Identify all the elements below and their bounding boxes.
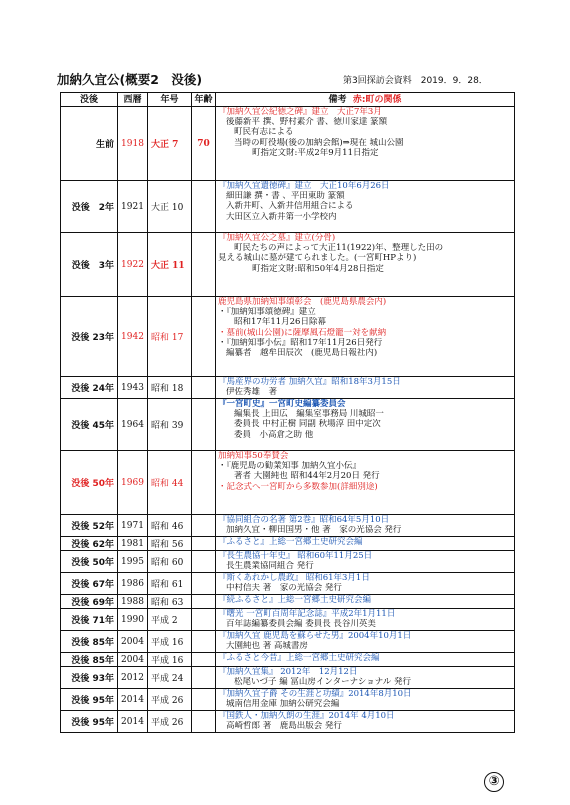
note-line: 委員長 中村正樹 同副 秋場淳 田中定次 [234, 419, 381, 430]
cell-note [216, 107, 515, 181]
cell-year: 1990 [118, 609, 148, 631]
note-line: 著者 大園純也 昭和44年2月20日 発行 [234, 471, 380, 482]
note-line: 加納久宜・柳田国男・他 著 家の光協会 発行 [226, 525, 402, 536]
cell-year: 1986 [118, 573, 148, 595]
note-line: 『続ふるさと』上総一宮郷土史研究会編 [218, 595, 372, 605]
table-row [61, 181, 515, 233]
table-row [61, 377, 515, 399]
note-line: 後藤新平 撰、野村素介 書、徳川家達 篆額 [226, 117, 388, 128]
table-row [61, 711, 515, 733]
col-header-age: 没後 [61, 93, 118, 107]
note-line: 加納知事50奉賛会 [218, 451, 289, 461]
cell-year: 1943 [118, 377, 148, 399]
note-line: 『曙光 一宮町百周年記念誌』平成2年1月11日 [218, 609, 396, 619]
cell-year: 1921 [118, 181, 148, 233]
note-line: 細田謙 撰・書 、平田東助 篆額 [226, 191, 345, 202]
note-line: 『ふるさと』上総一宮郷土史研究会編 [218, 537, 363, 547]
table-row [61, 689, 515, 711]
col-header-note-label: 備考 [328, 94, 347, 105]
note-line: ・『加納知事小伝』昭和17年11月26日発行 [218, 337, 383, 348]
cell-old [192, 451, 216, 515]
cell-age: 没後 62年 [61, 537, 118, 551]
table-row [61, 653, 515, 667]
cell-age: 没後 69年 [61, 595, 118, 609]
note-line: 『一宮町史』一宮町史編纂委員会 [218, 399, 346, 409]
table-row [61, 297, 515, 377]
table-header-row [61, 93, 515, 107]
note-line: 町指定文財:昭和50年4月28日指定 [252, 263, 384, 274]
cell-era: 昭和 60 [148, 551, 192, 573]
note-line: 町民有志による [234, 127, 294, 138]
cell-old [192, 595, 216, 609]
cell-year: 1918 [118, 107, 148, 181]
cell-year: 1988 [118, 595, 148, 609]
note-line: 『長生農協十年史』 昭和60年11月25日 [218, 551, 373, 561]
note-line: 昭和17年11月26日除幕 [234, 317, 326, 328]
cell-era: 昭和 56 [148, 537, 192, 551]
note-line: 『斯くあれかし農政』 昭和61年3月1日 [218, 573, 370, 583]
table-row [61, 609, 515, 631]
cell-year: 1942 [118, 297, 148, 377]
cell-old [192, 667, 216, 689]
cell-year: 2004 [118, 631, 148, 653]
note-line: 町指定文財:平成2年9月11日指定 [252, 147, 379, 158]
cell-note [216, 653, 515, 667]
cell-era: 平成 2 [148, 609, 192, 631]
note-line: ・『鹿児島の勧業知事 加納久宜小伝』 [218, 461, 361, 472]
cell-note [216, 595, 515, 609]
cell-note [216, 537, 515, 551]
cell-age: 没後 85年 [61, 653, 118, 667]
table-row [61, 573, 515, 595]
cell-era: 大正 10 [148, 181, 192, 233]
note-line: 『加納久宜集』 2012年 12月12日 [218, 667, 358, 677]
page-number-label: ③ [488, 774, 500, 789]
cell-old: 70 [192, 107, 216, 181]
cell-age: 没後 95年 [61, 689, 118, 711]
cell-note [216, 667, 515, 689]
note-line: 『ふるさと今昔』上総一宮郷土史研究会編 [218, 653, 380, 663]
cell-old [192, 689, 216, 711]
table-row [61, 667, 515, 689]
note-line: ・『加納知事頌徳碑』建立 [218, 307, 316, 318]
note-line: 当時の町役場(後の加納会館)⇒現在 城山公園 [234, 137, 404, 148]
table-row [61, 515, 515, 537]
cell-year: 1971 [118, 515, 148, 537]
note-line: 『馬産界の功労者 加納久宜』昭和18年3月15日 [218, 377, 401, 387]
note-line: 城南信用金庫 加納公研究会編 [226, 699, 340, 710]
cell-era: 昭和 18 [148, 377, 192, 399]
cell-old [192, 377, 216, 399]
col-header-old: 年齢 [192, 93, 216, 107]
cell-year: 2012 [118, 667, 148, 689]
cell-era: 昭和 39 [148, 399, 192, 451]
cell-note [216, 399, 515, 451]
chronology-table [60, 92, 515, 733]
cell-year: 2014 [118, 711, 148, 733]
cell-age: 没後 2年 [61, 181, 118, 233]
cell-era: 昭和 61 [148, 573, 192, 595]
cell-note [216, 609, 515, 631]
cell-era: 大正 7 [148, 107, 192, 181]
cell-note [216, 451, 515, 515]
cell-age: 没後 50年 [61, 451, 118, 515]
cell-age: 没後 71年 [61, 609, 118, 631]
table-row [61, 451, 515, 515]
cell-old [192, 711, 216, 733]
cell-era: 平成 26 [148, 711, 192, 733]
cell-note [216, 233, 515, 297]
cell-age: 没後 45年 [61, 399, 118, 451]
cell-era: 平成 26 [148, 689, 192, 711]
cell-old [192, 537, 216, 551]
note-line: 中村信夫 著 家の光協会 発行 [226, 583, 342, 594]
cell-era: 平成 16 [148, 653, 192, 667]
col-header-era: 年号 [148, 93, 192, 107]
note-line: 『加納久宜 鹿児島を蘇らせた男』2004年10月1日 [218, 631, 412, 641]
note-line: 入新井町、入新井信用組合による [226, 201, 354, 212]
cell-old [192, 399, 216, 451]
note-line: 大田区立入新井第一小学校内 [226, 211, 337, 222]
cell-era: 昭和 46 [148, 515, 192, 537]
cell-note [216, 297, 515, 377]
cell-age: 没後 23年 [61, 297, 118, 377]
document-title: 加納久宜公(概要2 没後) [57, 72, 203, 87]
document-meta: 第3回探訪会資料 2019．9．28． [343, 76, 488, 86]
page-number [484, 772, 504, 792]
cell-era: 平成 24 [148, 667, 192, 689]
note-line: ・記念式へ一宮町から多数参加(詳細別途) [218, 481, 378, 492]
note-line: 編集長 上田広 編集室事務局 川城昭一 [234, 409, 384, 420]
cell-note [216, 573, 515, 595]
cell-note [216, 711, 515, 733]
cell-era: 大正 11 [148, 233, 192, 297]
cell-old [192, 515, 216, 537]
cell-old [192, 609, 216, 631]
note-line: 『加納久宜公之墓』建立(分骨) [218, 233, 336, 243]
table-row [61, 551, 515, 573]
note-line: 編纂者 越牟田辰次 (鹿児島日報社内) [226, 348, 378, 359]
cell-age: 没後 95年 [61, 711, 118, 733]
cell-age: 没後 3年 [61, 233, 118, 297]
cell-age: 没後 50年 [61, 551, 118, 573]
cell-old [192, 181, 216, 233]
cell-year: 1981 [118, 537, 148, 551]
cell-old [192, 653, 216, 667]
note-line: 見える城山に墓が建てられました。(一宮町HPより) [218, 253, 417, 264]
cell-era: 昭和 17 [148, 297, 192, 377]
cell-note [216, 377, 515, 399]
cell-age: 没後 93年 [61, 667, 118, 689]
note-line: 町民たちの声によって大正11(1922)年、整理した田の [234, 243, 444, 254]
cell-year: 1964 [118, 399, 148, 451]
col-header-note-legend: 赤:町の関係 [352, 94, 402, 105]
table-row [61, 233, 515, 297]
cell-age: 没後 67年 [61, 573, 118, 595]
table-row [61, 399, 515, 451]
note-line: 委員 小高倉之助 他 [234, 429, 314, 440]
cell-note [216, 689, 515, 711]
note-line: 『加納久宜子爵 その生涯と功績』2014年8月10日 [218, 689, 412, 699]
table-row [61, 537, 515, 551]
table-row [61, 631, 515, 653]
cell-old [192, 233, 216, 297]
table-row [61, 107, 515, 181]
cell-era: 平成 16 [148, 631, 192, 653]
note-line: 『国鉄人・加納久朗の生涯』2014年 4月10日 [218, 711, 395, 721]
note-line: ・墓前(城山公園)に薩摩風石燈籠一対を献納 [218, 327, 387, 338]
note-line: 『協同組合の名著 第2巻』昭和64年5月10日 [218, 515, 390, 525]
cell-note [216, 181, 515, 233]
cell-era: 昭和 63 [148, 595, 192, 609]
cell-year: 2004 [118, 653, 148, 667]
note-line: 高崎哲郎 著 鹿島出版会 発行 [226, 721, 342, 732]
note-line: 松尾いづ子 編 冨山房インターナショナル 発行 [234, 677, 412, 688]
note-line: 鹿児島県加納知事頌彰会 (鹿児島県農会内) [218, 297, 387, 307]
cell-age: 生前 [61, 107, 118, 181]
note-line: 『加納久宜遺徳碑』建立 大正10年6月26日 [218, 181, 390, 191]
note-line: 百年誌編纂委員会編 委員長 長谷川英美 [226, 619, 376, 630]
col-header-year: 西暦 [118, 93, 148, 107]
cell-year: 1922 [118, 233, 148, 297]
cell-age: 没後 85年 [61, 631, 118, 653]
cell-old [192, 297, 216, 377]
table-row [61, 595, 515, 609]
cell-age: 没後 24年 [61, 377, 118, 399]
cell-old [192, 573, 216, 595]
note-line: 伊佐秀雄 著 [226, 387, 278, 398]
cell-old [192, 551, 216, 573]
cell-age: 没後 52年 [61, 515, 118, 537]
note-line: 大園純也 著 高城書房 [226, 641, 308, 652]
cell-note [216, 551, 515, 573]
cell-year: 2014 [118, 689, 148, 711]
note-line: 『加納久宜公紀徳之碑』建立 大正7年3月 [218, 107, 382, 117]
cell-note [216, 631, 515, 653]
cell-year: 1995 [118, 551, 148, 573]
cell-year: 1969 [118, 451, 148, 515]
cell-old [192, 631, 216, 653]
note-line: 長生農業協同組合 発行 [226, 561, 314, 572]
cell-note [216, 515, 515, 537]
cell-era: 昭和 44 [148, 451, 192, 515]
col-header-note [216, 93, 515, 107]
